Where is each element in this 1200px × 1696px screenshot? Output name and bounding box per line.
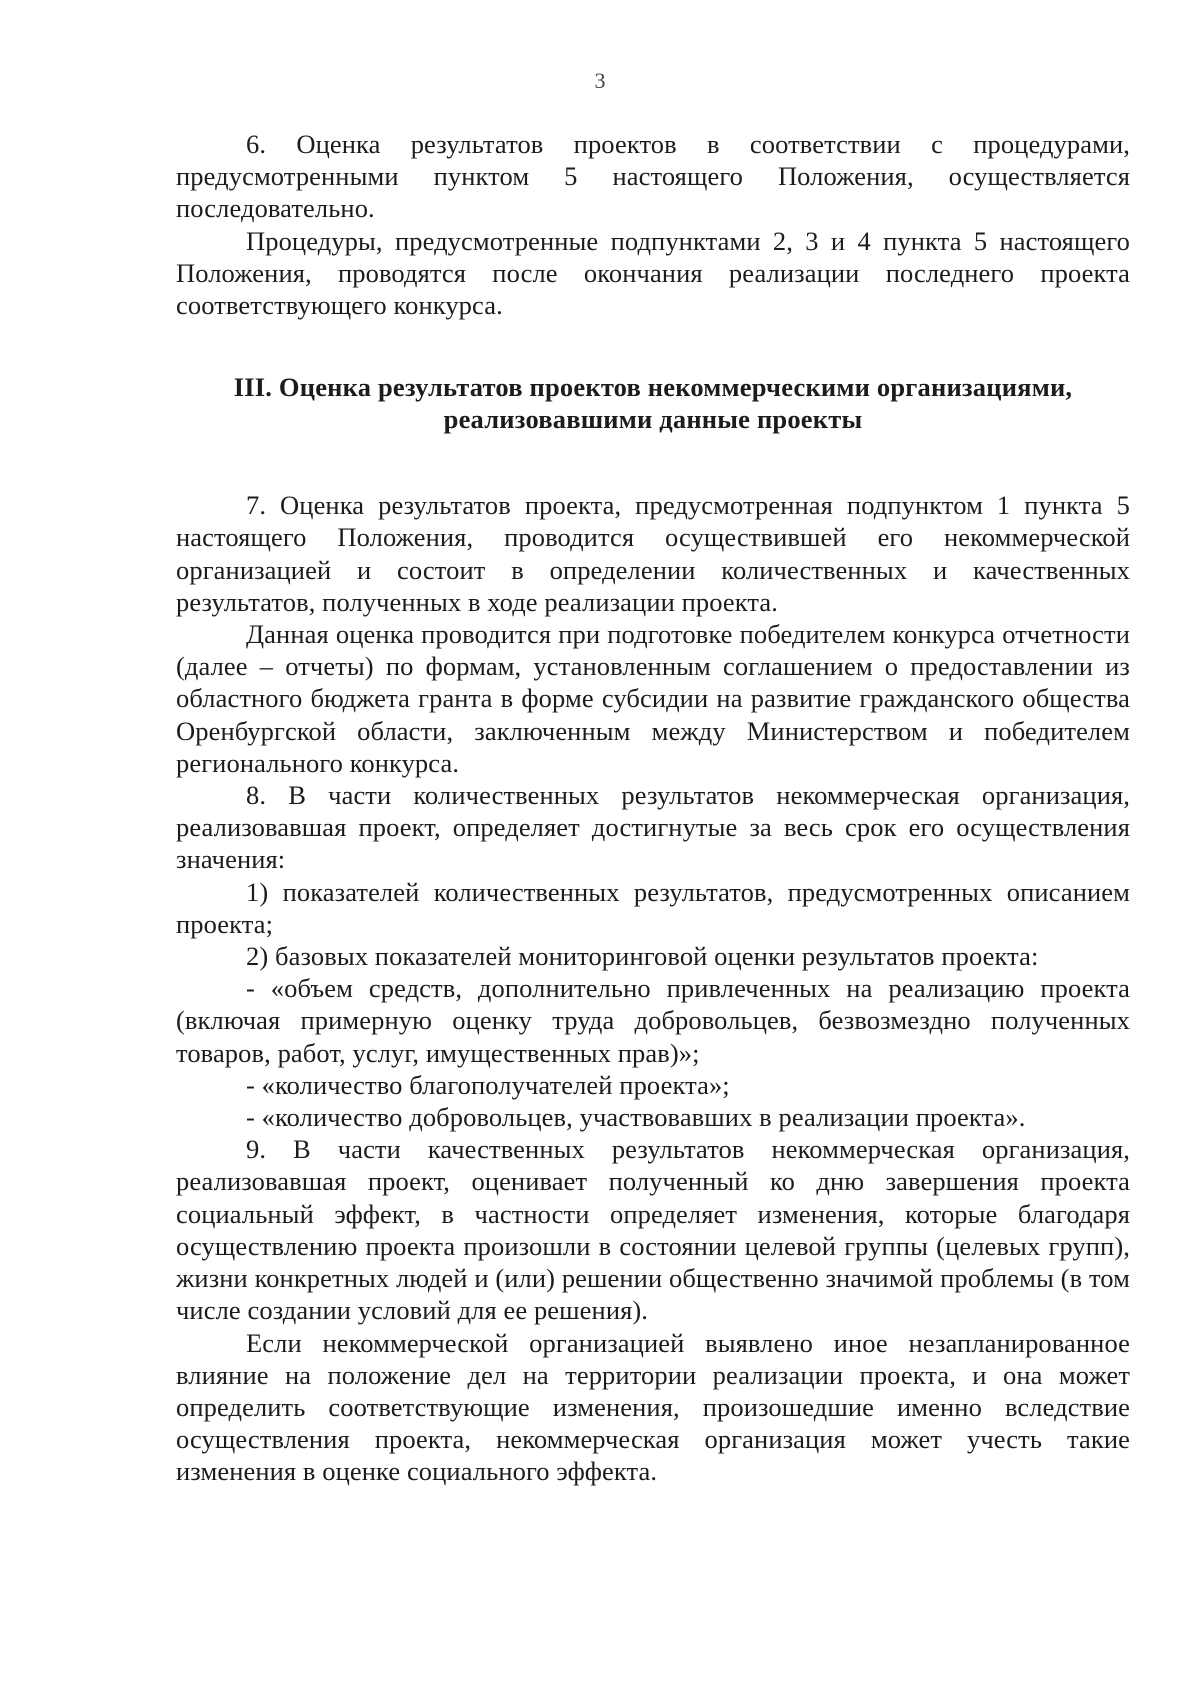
list-item-basic-indicators: 2) базовых показателей мониторинговой оценки результатов проекта:	[246, 941, 1039, 972]
paragraph-reporting: Данная оценка проводится при подготовке победителем конкурса отчетности (далее – отчеты) по формам, установленным соглашением о предоставлении из областного бюджета гранта в форме субсидии на развитие гражданского общества Оренбургской области, заключенным между Министерством и победителем регионального конкурса.	[176, 619, 1130, 778]
document-body	[176, 128, 1130, 1488]
paragraph-item-7: 7. Оценка результатов проекта, предусмотренная подпунктом 1 пункта 5 настоящего Положения, проводится осуществившей его некоммерческой организацией и состоит в определении количественных и качественных результатов, полученных в ходе реализации проекта.	[176, 490, 1130, 617]
list-item-beneficiaries: - «количество благополучателей проекта»;	[246, 1069, 730, 1100]
paragraph-item-6: 6. Оценка результатов проектов в соответствии с процедурами, предусмотренными пунктом 5 настоящего Положения, осуществляется последовательно.	[176, 129, 1130, 224]
paragraph-procedures: Процедуры, предусмотренные подпунктами 2, 3 и 4 пункта 5 настоящего Положения, проводятся после окончания реализации последнего проекта соответствующего конкурса.	[176, 225, 1130, 321]
paragraph-item-8: 8. В части количественных результатов некоммерческая организация, реализовавшая проект, определяет достигнутые за весь срок его осуществления значения:	[176, 780, 1130, 875]
list-item-volunteers: - «количество добровольцев, участвовавших в реализации проекта».	[246, 1102, 1026, 1133]
list-item-funds-volume: - «объем средств, дополнительно привлеченных на реализацию проекта (включая примерную оценку труда добровольцев, безвозмездно полученных товаров, работ, услуг, имущественных прав)»;	[176, 973, 1130, 1068]
paragraph-unplanned-impact: Если некоммерческой организацией выявлено иное незапланированное влияние на положение дел на территории реализации проекта, и она может определить соответствующие изменения, произошедшие именно вследствие осуществления проекта, некоммерческая организация может учесть такие изменения в оценке социального эффекта.	[176, 1327, 1130, 1487]
page-number: 3	[594, 68, 606, 93]
section-heading: III. Оценка результатов проектов некоммерческими организациями, реализовавшими данные проекты	[233, 372, 1073, 435]
list-item-quantitative-indicators: 1) показателей количественных результатов, предусмотренных описанием проекта;	[176, 876, 1130, 939]
paragraph-item-9: 9. В части качественных результатов некоммерческая организация, реализовавшая проект, оценивает полученный ко дню завершения проекта социальный эффект, в частности определяет изменения, которые благодаря осуществлению проекта произошли в состоянии целевой группы (целевых групп), жизни конкретных людей и (или) решении общественно значимой проблемы (в том числе создании условий для ее решения).	[176, 1134, 1130, 1326]
